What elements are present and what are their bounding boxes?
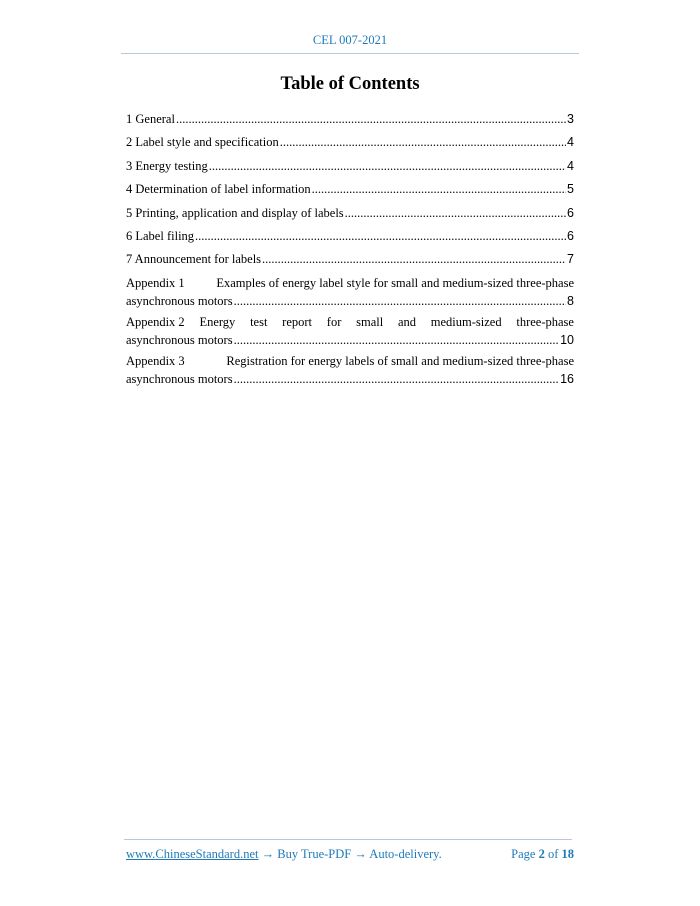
toc-entry-label: 2 Label style and specification bbox=[126, 135, 279, 150]
toc-appendix-entry[interactable] bbox=[126, 313, 574, 349]
toc-appendix-title-line bbox=[126, 313, 574, 331]
website-link[interactable]: www.ChineseStandard.net bbox=[126, 847, 259, 861]
appendix-title-continued: asynchronous motors bbox=[126, 371, 233, 386]
toc-entry-page: 4 bbox=[567, 135, 574, 150]
toc-appendix-entry[interactable] bbox=[126, 352, 574, 388]
toc-entry-label: 7 Announcement for labels bbox=[126, 252, 262, 267]
toc-entry-page: 10 bbox=[560, 332, 574, 347]
toc-dot-leader bbox=[195, 227, 566, 245]
toc-dot-leader bbox=[176, 110, 566, 128]
appendix-title-word: three-phase bbox=[516, 314, 574, 329]
toc-appendix-title-line bbox=[126, 274, 574, 292]
toc-dot-leader bbox=[234, 370, 560, 388]
appendix-number: Appendix 3 bbox=[126, 353, 185, 368]
toc-entry[interactable] bbox=[126, 250, 574, 268]
appendix-title: Registration for energy labels of small and medium-sized three-phase bbox=[226, 353, 574, 368]
toc-entry-page: 7 bbox=[567, 252, 574, 267]
page-number bbox=[511, 847, 574, 862]
toc-dot-leader bbox=[234, 292, 566, 310]
toc-entry-page: 6 bbox=[567, 205, 574, 220]
page-footer bbox=[126, 847, 574, 862]
toc-entry[interactable] bbox=[126, 157, 574, 175]
toc-dot-leader bbox=[234, 331, 560, 349]
appendix-title-word: medium-sized bbox=[430, 314, 502, 329]
toc-dot-leader bbox=[262, 250, 566, 268]
toc-entry-label: 1 General bbox=[126, 112, 175, 126]
document-code-header: CEL 007-2021 bbox=[312, 33, 388, 47]
toc-entry[interactable] bbox=[126, 180, 574, 198]
appendix-title-continued: asynchronous motors bbox=[126, 332, 233, 347]
footer-promo-text: → Buy True-PDF → Auto-delivery. bbox=[258, 847, 442, 861]
toc-entry-page: 6 bbox=[567, 228, 574, 243]
appendix-title-word: and bbox=[397, 314, 417, 329]
appendix-title-word: for bbox=[326, 314, 342, 329]
toc-entry-label: 4 Determination of label information bbox=[126, 182, 311, 197]
appendix-title: Examples of energy label style for small and medium-sized three-phase bbox=[216, 275, 574, 290]
toc-dot-leader bbox=[280, 133, 566, 151]
page-current: 2 bbox=[538, 847, 545, 861]
appendix-title-word: Energy bbox=[199, 314, 236, 329]
appendix-title-word: small bbox=[356, 314, 384, 329]
appendix-title-continued: asynchronous motors bbox=[126, 293, 233, 308]
toc-dot-leader bbox=[312, 180, 566, 198]
toc-entry[interactable] bbox=[126, 204, 574, 222]
toc-entry-label: 6 Label filing bbox=[126, 228, 195, 243]
toc-entry-page: 16 bbox=[560, 371, 574, 386]
footer-promo bbox=[126, 847, 442, 862]
toc-entry-label: 5 Printing, application and display of labels bbox=[126, 205, 344, 220]
toc-entry[interactable] bbox=[126, 227, 574, 245]
toc-entry-page: 3 bbox=[567, 112, 574, 126]
appendix-title-word: test bbox=[250, 314, 268, 329]
header-divider bbox=[121, 53, 579, 54]
page-total: 18 bbox=[561, 847, 574, 861]
page-word: Page bbox=[511, 847, 536, 861]
appendix-number: Appendix 2 bbox=[126, 314, 185, 329]
toc-entry[interactable] bbox=[126, 133, 574, 151]
toc-entry-page: 4 bbox=[567, 158, 574, 173]
toc-entry-page: 5 bbox=[567, 182, 574, 197]
appendix-number: Appendix 1 bbox=[126, 275, 185, 290]
toc-dot-leader bbox=[209, 157, 566, 175]
appendix-title-word: report bbox=[282, 314, 313, 329]
toc-entry[interactable] bbox=[126, 110, 574, 128]
toc-entry-page: 8 bbox=[567, 293, 574, 308]
toc-appendix-entry[interactable] bbox=[126, 274, 574, 310]
toc-dot-leader bbox=[345, 204, 566, 222]
page-of: of bbox=[547, 847, 559, 861]
toc-appendix-title-line bbox=[126, 352, 574, 370]
table-of-contents bbox=[126, 110, 574, 391]
page-title: Table of Contents bbox=[280, 74, 420, 94]
toc-entry-label: 3 Energy testing bbox=[126, 158, 208, 173]
footer-divider bbox=[124, 839, 572, 840]
